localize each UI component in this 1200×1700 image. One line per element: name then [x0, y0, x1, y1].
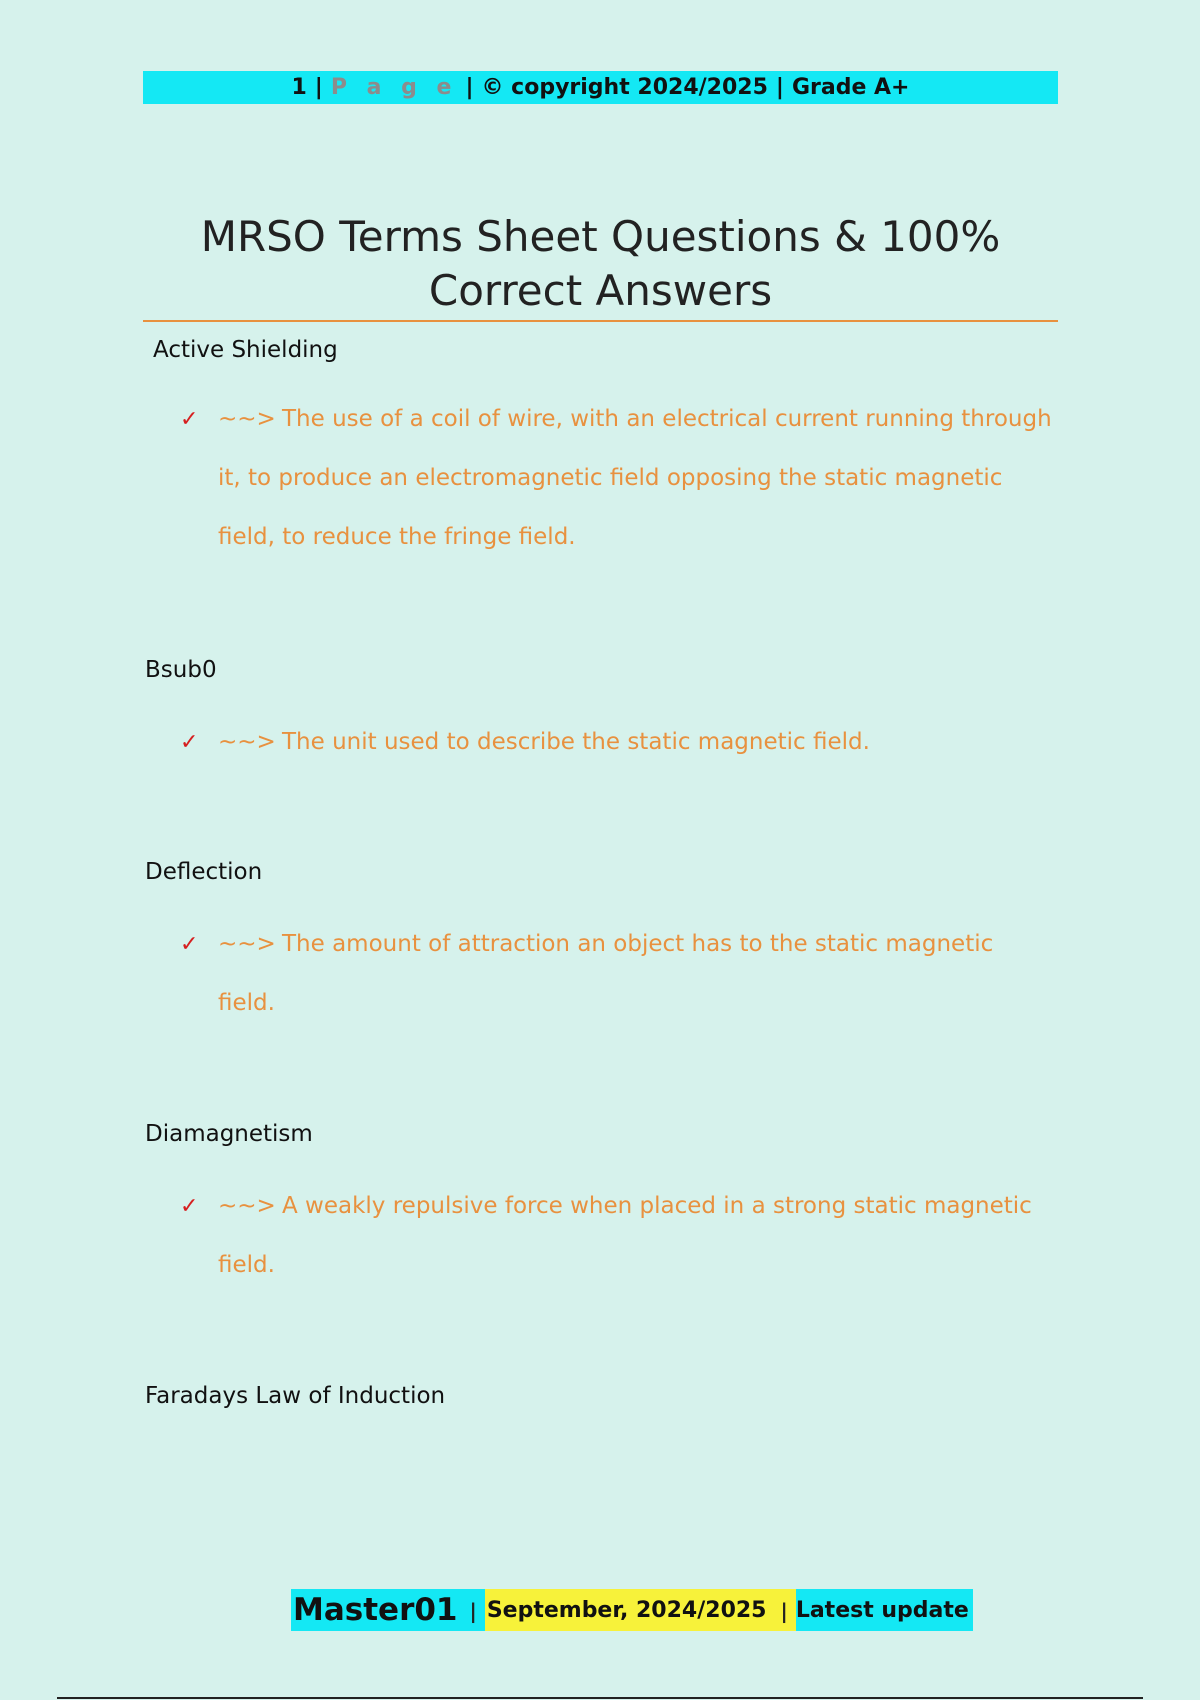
arrow-marker: ~~>: [218, 406, 276, 432]
answer-text: [218, 713, 1060, 772]
term-deflection: Deflection: [145, 859, 263, 885]
term-active-shielding: Active Shielding: [153, 337, 338, 363]
term-faradays-law: Faradays Law of Induction: [145, 1383, 446, 1409]
footer-date: September, 2024/2025: [485, 1589, 773, 1631]
answer-line: it, to produce an electromagnetic field opposing the static magnetic: [218, 465, 1003, 491]
title-underline: [143, 320, 1058, 322]
answer-active-shielding: [180, 390, 1060, 567]
term-bsub0: Bsub0: [145, 657, 217, 683]
footer-rule: [57, 1697, 1143, 1699]
answer-line: ~~> The amount of attraction an object has to the static magnetic: [218, 915, 1060, 974]
term-diamagnetism: Diamagnetism: [145, 1121, 313, 1147]
answer-text: [218, 1177, 1060, 1295]
answer-line: ~~> The unit used to describe the static magnetic field.: [218, 713, 1060, 772]
page-label: P a g e: [330, 75, 458, 100]
answer-line: field, to reduce the fringe field.: [218, 524, 576, 550]
answer-diamagnetism: [180, 1177, 1060, 1295]
page-header: [143, 71, 1058, 104]
page-footer: [291, 1589, 973, 1631]
answer-line: ~~> The use of a coil of wire, with an electrical current running through: [218, 390, 1060, 449]
checkmark-icon: ✓: [180, 730, 199, 755]
title-line-2: Correct Answers: [428, 266, 773, 315]
footer-author: Master01: [291, 1589, 462, 1631]
checkmark-icon: ✓: [180, 1194, 199, 1219]
checkmark-icon: ✓: [180, 407, 199, 432]
answer-bsub0: [180, 713, 1060, 772]
arrow-marker: ~~>: [218, 1193, 276, 1219]
footer-status: Latest update: [796, 1589, 973, 1631]
grade-text: Grade A+: [791, 75, 910, 100]
separator: |: [773, 1589, 796, 1631]
answer-text: [218, 915, 1060, 1033]
separator: |: [465, 75, 474, 100]
answer-text: [218, 390, 1060, 567]
arrow-marker: ~~>: [218, 931, 276, 957]
document-title: [143, 210, 1058, 318]
copyright-text: © copyright 2024/2025: [481, 75, 768, 100]
answer-line: field.: [218, 1252, 275, 1278]
title-line-1: MRSO Terms Sheet Questions & 100%: [200, 212, 1001, 261]
separator: |: [314, 75, 323, 100]
page-number: 1: [291, 75, 307, 100]
answer-deflection: [180, 915, 1060, 1033]
separator: |: [462, 1589, 485, 1631]
checkmark-icon: ✓: [180, 932, 199, 957]
arrow-marker: ~~>: [218, 729, 276, 755]
separator: |: [775, 75, 784, 100]
answer-line: ~~> A weakly repulsive force when placed in a strong static magnetic: [218, 1177, 1060, 1236]
answer-line: field.: [218, 990, 275, 1016]
